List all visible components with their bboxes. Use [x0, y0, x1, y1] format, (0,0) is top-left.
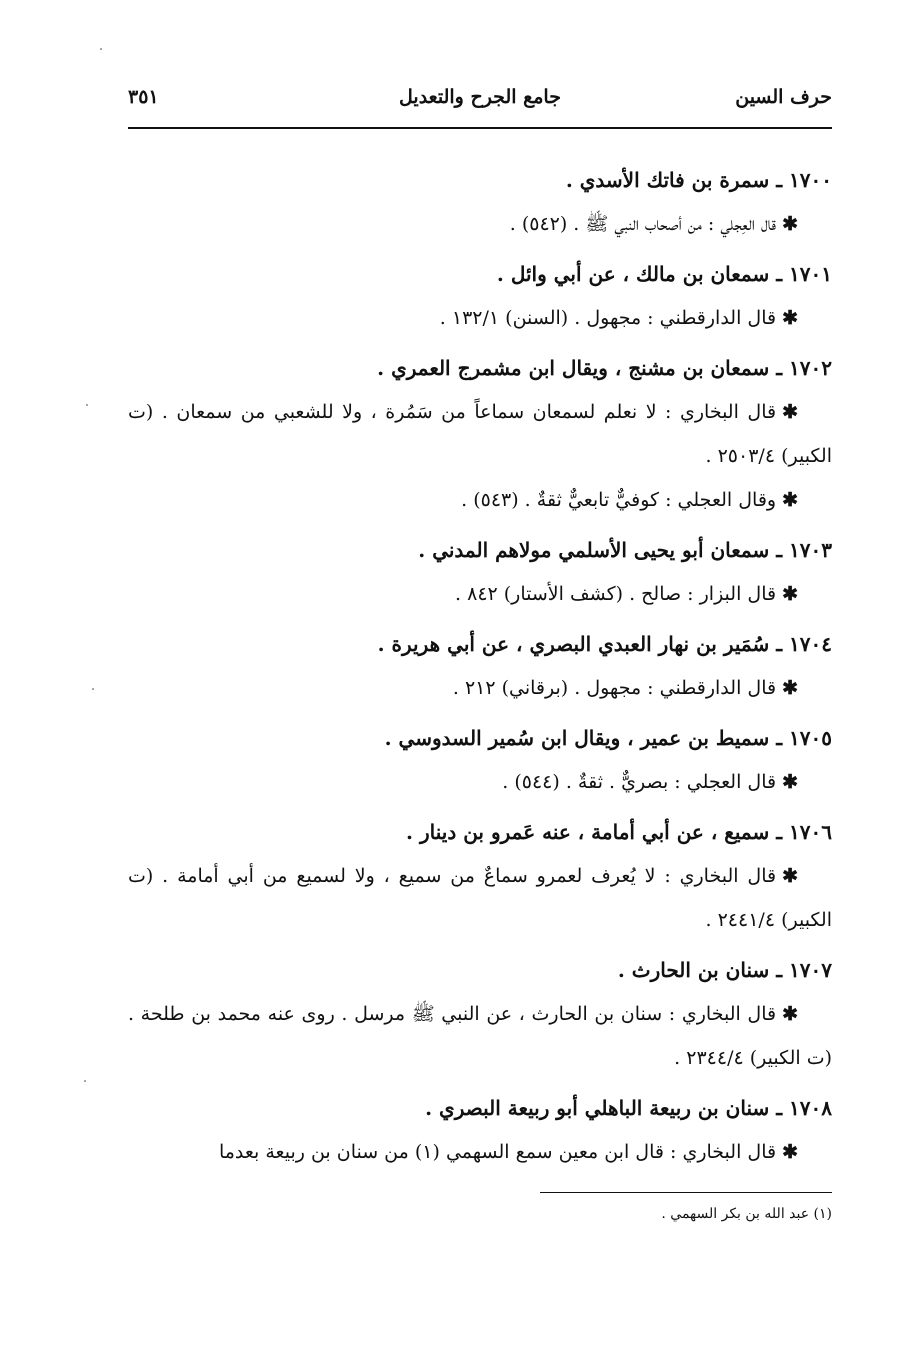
entry-title: ١٧٠٨ ـ سنان بن ربيعة الباهلي أبو ربيعة البصري . — [425, 1096, 832, 1120]
entry-title: ١٧٠٦ ـ سميع ، عن أبي أمامة ، عنه عَمرو بن دينار . — [406, 820, 832, 844]
header-rule — [128, 127, 832, 129]
entry-name: سميط بن عمير ، ويقال ابن سُمير السدوسي . — [384, 726, 770, 750]
quote-text: قال العِجلي : من أصحاب النبي ﷺ . (٥٤٢) . — [509, 213, 777, 235]
entry-1705 — [128, 716, 832, 804]
entry-1703 — [128, 528, 832, 616]
entry-name: سمعان أبو يحيى الأسلمي مولاهم المدني . — [418, 538, 770, 562]
entry-number: ١٧٠١ — [789, 262, 832, 286]
scan-speck — [100, 48, 102, 50]
entry-1704 — [128, 622, 832, 710]
quote-text: قال الدارقطني : مجهول . (برقاني) ٢١٢ . — [452, 677, 777, 699]
asterisk-icon: ✱ — [782, 677, 798, 699]
entry-quote — [128, 854, 832, 942]
asterisk-icon: ✱ — [782, 1003, 798, 1025]
entry-1707 — [128, 948, 832, 1080]
footnote: (١) عبد الله بن بكر السهمي . — [661, 1206, 832, 1222]
scan-speck — [92, 688, 94, 690]
quote-text: وقال العجلي : كوفيٌّ تابعيٌّ ثقةٌ . (٥٤٣) . — [461, 489, 777, 511]
quote-text: قال البخاري : سنان بن الحارث ، عن النبي ﷺ مرسل . روى عنه محمد بن طلحة . (ت الكبير) ٢٣٤٤/٤ . — [128, 1003, 832, 1069]
entry-number: ١٧٠٢ — [789, 356, 832, 380]
quote-text: قال البخاري : لا نعلم لسمعان سماعاً من سَمُرة ، ولا للشعبي من سمعان . (ت الكبير) ٢٥٠٣/٤ . — [128, 401, 832, 467]
entry-name: سمرة بن فاتك الأسدي . — [565, 168, 770, 192]
entry-title: ١٧٠٣ ـ سمعان أبو يحيى الأسلمي مولاهم المدني . — [418, 538, 832, 562]
entry-number: ١٧٠٥ — [789, 726, 832, 750]
entry-quote — [128, 992, 832, 1080]
entry-quote — [128, 478, 832, 522]
asterisk-icon: ✱ — [782, 489, 798, 511]
entry-1708 — [128, 1086, 832, 1174]
entry-quote — [128, 666, 832, 710]
entry-number: ١٧٠٦ — [789, 820, 832, 844]
footnote-rule — [540, 1192, 832, 1193]
asterisk-icon: ✱ — [782, 1141, 798, 1163]
quote-text: قال البخاري : قال ابن معين سمع السهمي (١) من سنان بن ربيعة بعدما — [218, 1141, 777, 1163]
entry-name: سُمَير بن نهار العبدي البصري ، عن أبي هريرة . — [377, 632, 770, 656]
asterisk-icon: ✱ — [782, 865, 798, 887]
header-section-name: حرف السين — [735, 86, 832, 108]
entry-name: سمعان بن مالك ، عن أبي وائل . — [496, 262, 770, 286]
asterisk-icon: ✱ — [782, 583, 798, 605]
entry-title: ١٧٠٤ ـ سُمَير بن نهار العبدي البصري ، عن أبي هريرة . — [377, 632, 832, 656]
entry-number: ١٧٠٧ — [789, 958, 832, 982]
entry-number: ١٧٠٣ — [789, 538, 832, 562]
entry-quote — [128, 296, 832, 340]
asterisk-icon: ✱ — [782, 307, 798, 329]
quote-text: قال البخاري : لا يُعرف لعمرو سماعٌ من سميع ، ولا لسميع من أبي أمامة . (ت الكبير) ٢٤٤١/٤ . — [128, 865, 832, 931]
entry-number: ١٧٠٨ — [789, 1096, 832, 1120]
entry-title: ١٧٠٧ ـ سنان بن الحارث . — [617, 958, 832, 982]
header-book-title: جامع الجرح والتعديل — [399, 86, 561, 108]
entry-quote — [128, 202, 832, 246]
entry-title: ١٧٠٠ ـ سمرة بن فاتك الأسدي . — [565, 168, 832, 192]
page-body — [128, 158, 832, 1174]
entry-quote — [128, 572, 832, 616]
entry-1702 — [128, 346, 832, 522]
quote-text: قال الدارقطني : مجهول . (السنن) ١٣٢/١ . — [439, 307, 777, 329]
asterisk-icon: ✱ — [782, 213, 798, 235]
entry-quote — [128, 390, 832, 478]
entry-quote — [128, 760, 832, 804]
asterisk-icon: ✱ — [782, 401, 798, 423]
entry-1701 — [128, 252, 832, 340]
entry-1700 — [128, 158, 832, 246]
page-header — [128, 86, 832, 122]
entry-number: ١٧٠٤ — [789, 632, 832, 656]
entry-title: ١٧٠٥ ـ سميط بن عمير ، ويقال ابن سُمير السدوسي . — [384, 726, 832, 750]
quote-text: قال العجلي : بصريٌّ . ثقةٌ . (٥٤٤) . — [502, 771, 777, 793]
asterisk-icon: ✱ — [782, 771, 798, 793]
page-number: ٣٥١ — [128, 86, 159, 108]
entry-name: سنان بن الحارث . — [617, 958, 770, 982]
entry-name: سمعان بن مشنج ، ويقال ابن مشمرج العمري . — [377, 356, 770, 380]
entry-1706 — [128, 810, 832, 942]
entry-title: ١٧٠٢ ـ سمعان بن مشنج ، ويقال ابن مشمرج العمري . — [377, 356, 832, 380]
entry-name: سميع ، عن أبي أمامة ، عنه عَمرو بن دينار . — [406, 820, 770, 844]
scan-speck — [84, 1080, 86, 1082]
entry-quote — [128, 1130, 832, 1174]
entry-title: ١٧٠١ ـ سمعان بن مالك ، عن أبي وائل . — [496, 262, 832, 286]
scan-speck — [86, 404, 88, 406]
quote-text: قال البزار : صالح . (كشف الأستار) ٨٤٢ . — [455, 583, 777, 605]
entry-name: سنان بن ربيعة الباهلي أبو ربيعة البصري . — [425, 1096, 770, 1120]
entry-number: ١٧٠٠ — [789, 168, 832, 192]
